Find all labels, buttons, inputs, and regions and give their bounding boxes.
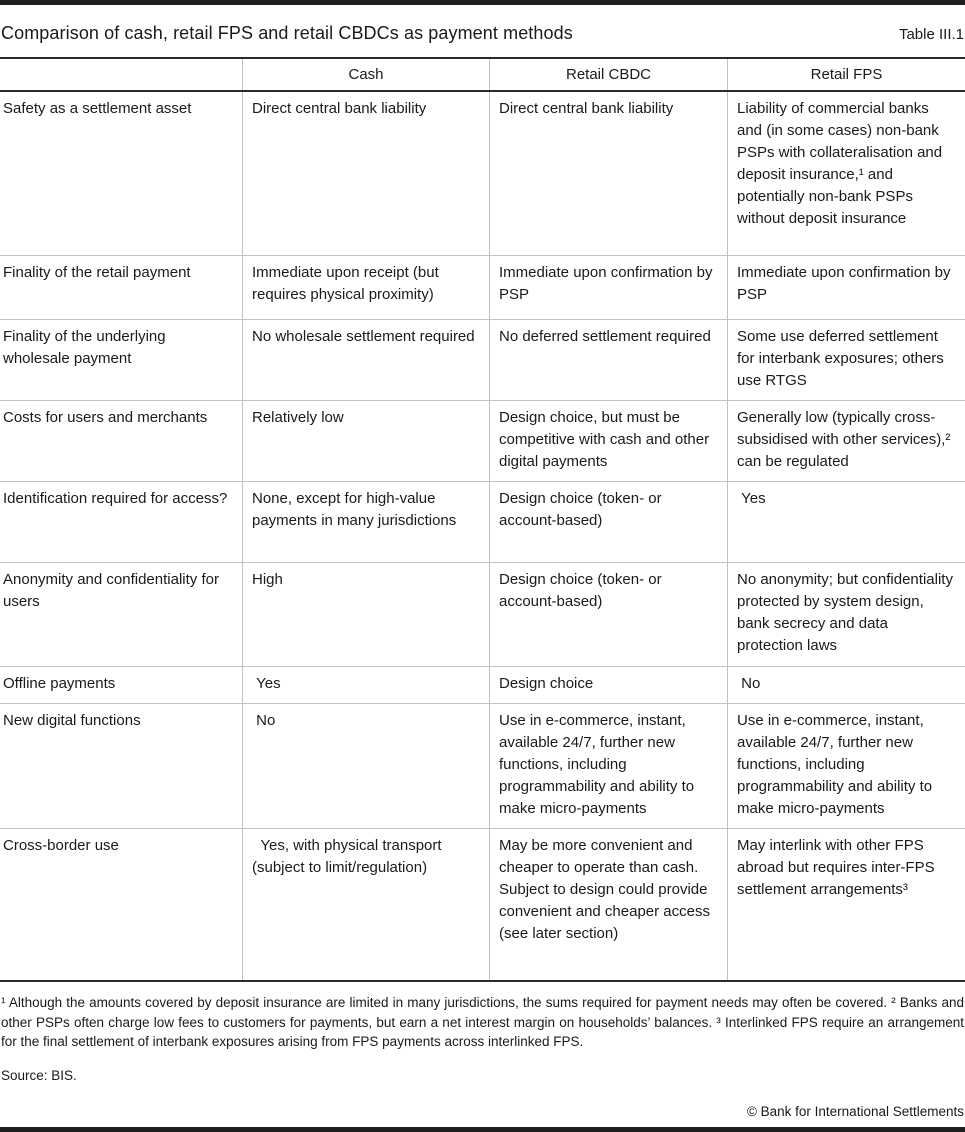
column-header-cash: Cash [242, 59, 489, 90]
table-header [0, 59, 965, 92]
cell-fps: May interlink with other FPS abroad but requires inter-FPS settlement arrangements³ [727, 829, 965, 980]
cell-fps: Liability of commercial banks and (in some cases) non-bank PSPs with collateralisation and deposit insurance,¹ and potentially non-bank PSPs without deposit insurance [727, 92, 965, 255]
cell-cash: Immediate upon receipt (but requires physical proximity) [242, 256, 489, 319]
row-label: Cross-border use [3, 837, 119, 854]
cell-cbdc: Immediate upon confirmation by PSP [489, 256, 727, 319]
footnotes-text: ¹ Although the amounts covered by deposit insurance are limited in many jurisdictions, the sums required for payment needs may often be covered. ² Banks and other PSPs often charge low fees to customers for payments, but earn a net interest margin on households’ balances. ³ Interlinked FPS require an arrangement for the final settlement of interbank exposures arising from FPS payments across interlinked FPS. [1, 995, 964, 1049]
row-label: Offline payments [3, 675, 116, 692]
cell-cash: Yes [242, 667, 489, 703]
cell-cash: None, except for high-value payments in many jurisdictions [242, 482, 489, 562]
comparison-table [0, 57, 965, 982]
cell-fps: Yes [727, 482, 965, 562]
cell-cbdc: May be more convenient and cheaper to operate than cash. Subject to design could provide convenient and cheaper access (see later section) [489, 829, 727, 980]
cell-fps: Use in e-commerce, instant, available 24/7, further new functions, including programmability and ability to make micro-payments [727, 704, 965, 828]
cell-fps: No anonymity; but confidentiality protected by system design, bank secrecy and data protection laws [727, 563, 965, 666]
title-row [0, 5, 965, 57]
cell-cash: No wholesale settlement required [242, 320, 489, 400]
row-label: Costs for users and merchants [3, 409, 208, 426]
cell-cbdc: Use in e-commerce, instant, available 24/7, further new functions, including programmability and ability to make micro-payments [489, 704, 727, 828]
cell-cash: No [242, 704, 489, 828]
table-row-digital-functions [0, 704, 965, 829]
cell-cash: Yes, with physical transport (subject to limit/regulation) [242, 829, 489, 980]
bottom-rule-bar [0, 1127, 965, 1132]
cell-cash: High [242, 563, 489, 666]
row-label: Identification required for access? [3, 490, 228, 507]
row-label: Finality of the retail payment [3, 264, 191, 281]
table-row-anonymity [0, 563, 965, 667]
row-label: Finality of the underlying wholesale payment [3, 328, 170, 367]
cell-cbdc: Design choice (token- or account-based) [489, 482, 727, 562]
cell-cbdc: Design choice [489, 667, 727, 703]
cell-fps: Some use deferred settlement for interbank exposures; others use RTGS [727, 320, 965, 400]
table-row-safety [0, 92, 965, 256]
cell-fps: Generally low (typically cross-subsidised with other services),² can be regulated [727, 401, 965, 481]
cell-cbdc: Direct central bank liability [489, 92, 727, 255]
cell-cash: Relatively low [242, 401, 489, 481]
table-title: Comparison of cash, retail FPS and retail CBDCs as payment methods [1, 23, 573, 43]
cell-cash: Direct central bank liability [242, 92, 489, 255]
table-row-offline [0, 667, 965, 704]
cell-cbdc: No deferred settlement required [489, 320, 727, 400]
table-row-costs [0, 401, 965, 482]
cell-fps: Immediate upon confirmation by PSP [727, 256, 965, 319]
column-header-retail-fps: Retail FPS [727, 59, 965, 90]
table-header-row [0, 59, 965, 92]
cell-cbdc: Design choice, but must be competitive with cash and other digital payments [489, 401, 727, 481]
source-note: Source: BIS. [1, 1067, 77, 1083]
cell-cbdc: Design choice (token- or account-based) [489, 563, 727, 666]
table-number: Table III.1 [898, 26, 964, 43]
table-row-identification [0, 482, 965, 563]
column-header-retail-cbdc: Retail CBDC [489, 59, 727, 90]
cell-fps: No [727, 667, 965, 703]
row-label: Anonymity and confidentiality for users [3, 571, 224, 610]
table-row-wholesale-finality [0, 320, 965, 401]
table-body [0, 92, 965, 982]
copyright-notice: © Bank for International Settlements [746, 1104, 964, 1119]
table-row-cross-border [0, 829, 965, 982]
table-row-retail-finality [0, 256, 965, 320]
column-header-blank [0, 59, 242, 90]
row-label: New digital functions [3, 712, 141, 729]
row-label: Safety as a settlement asset [3, 100, 192, 117]
